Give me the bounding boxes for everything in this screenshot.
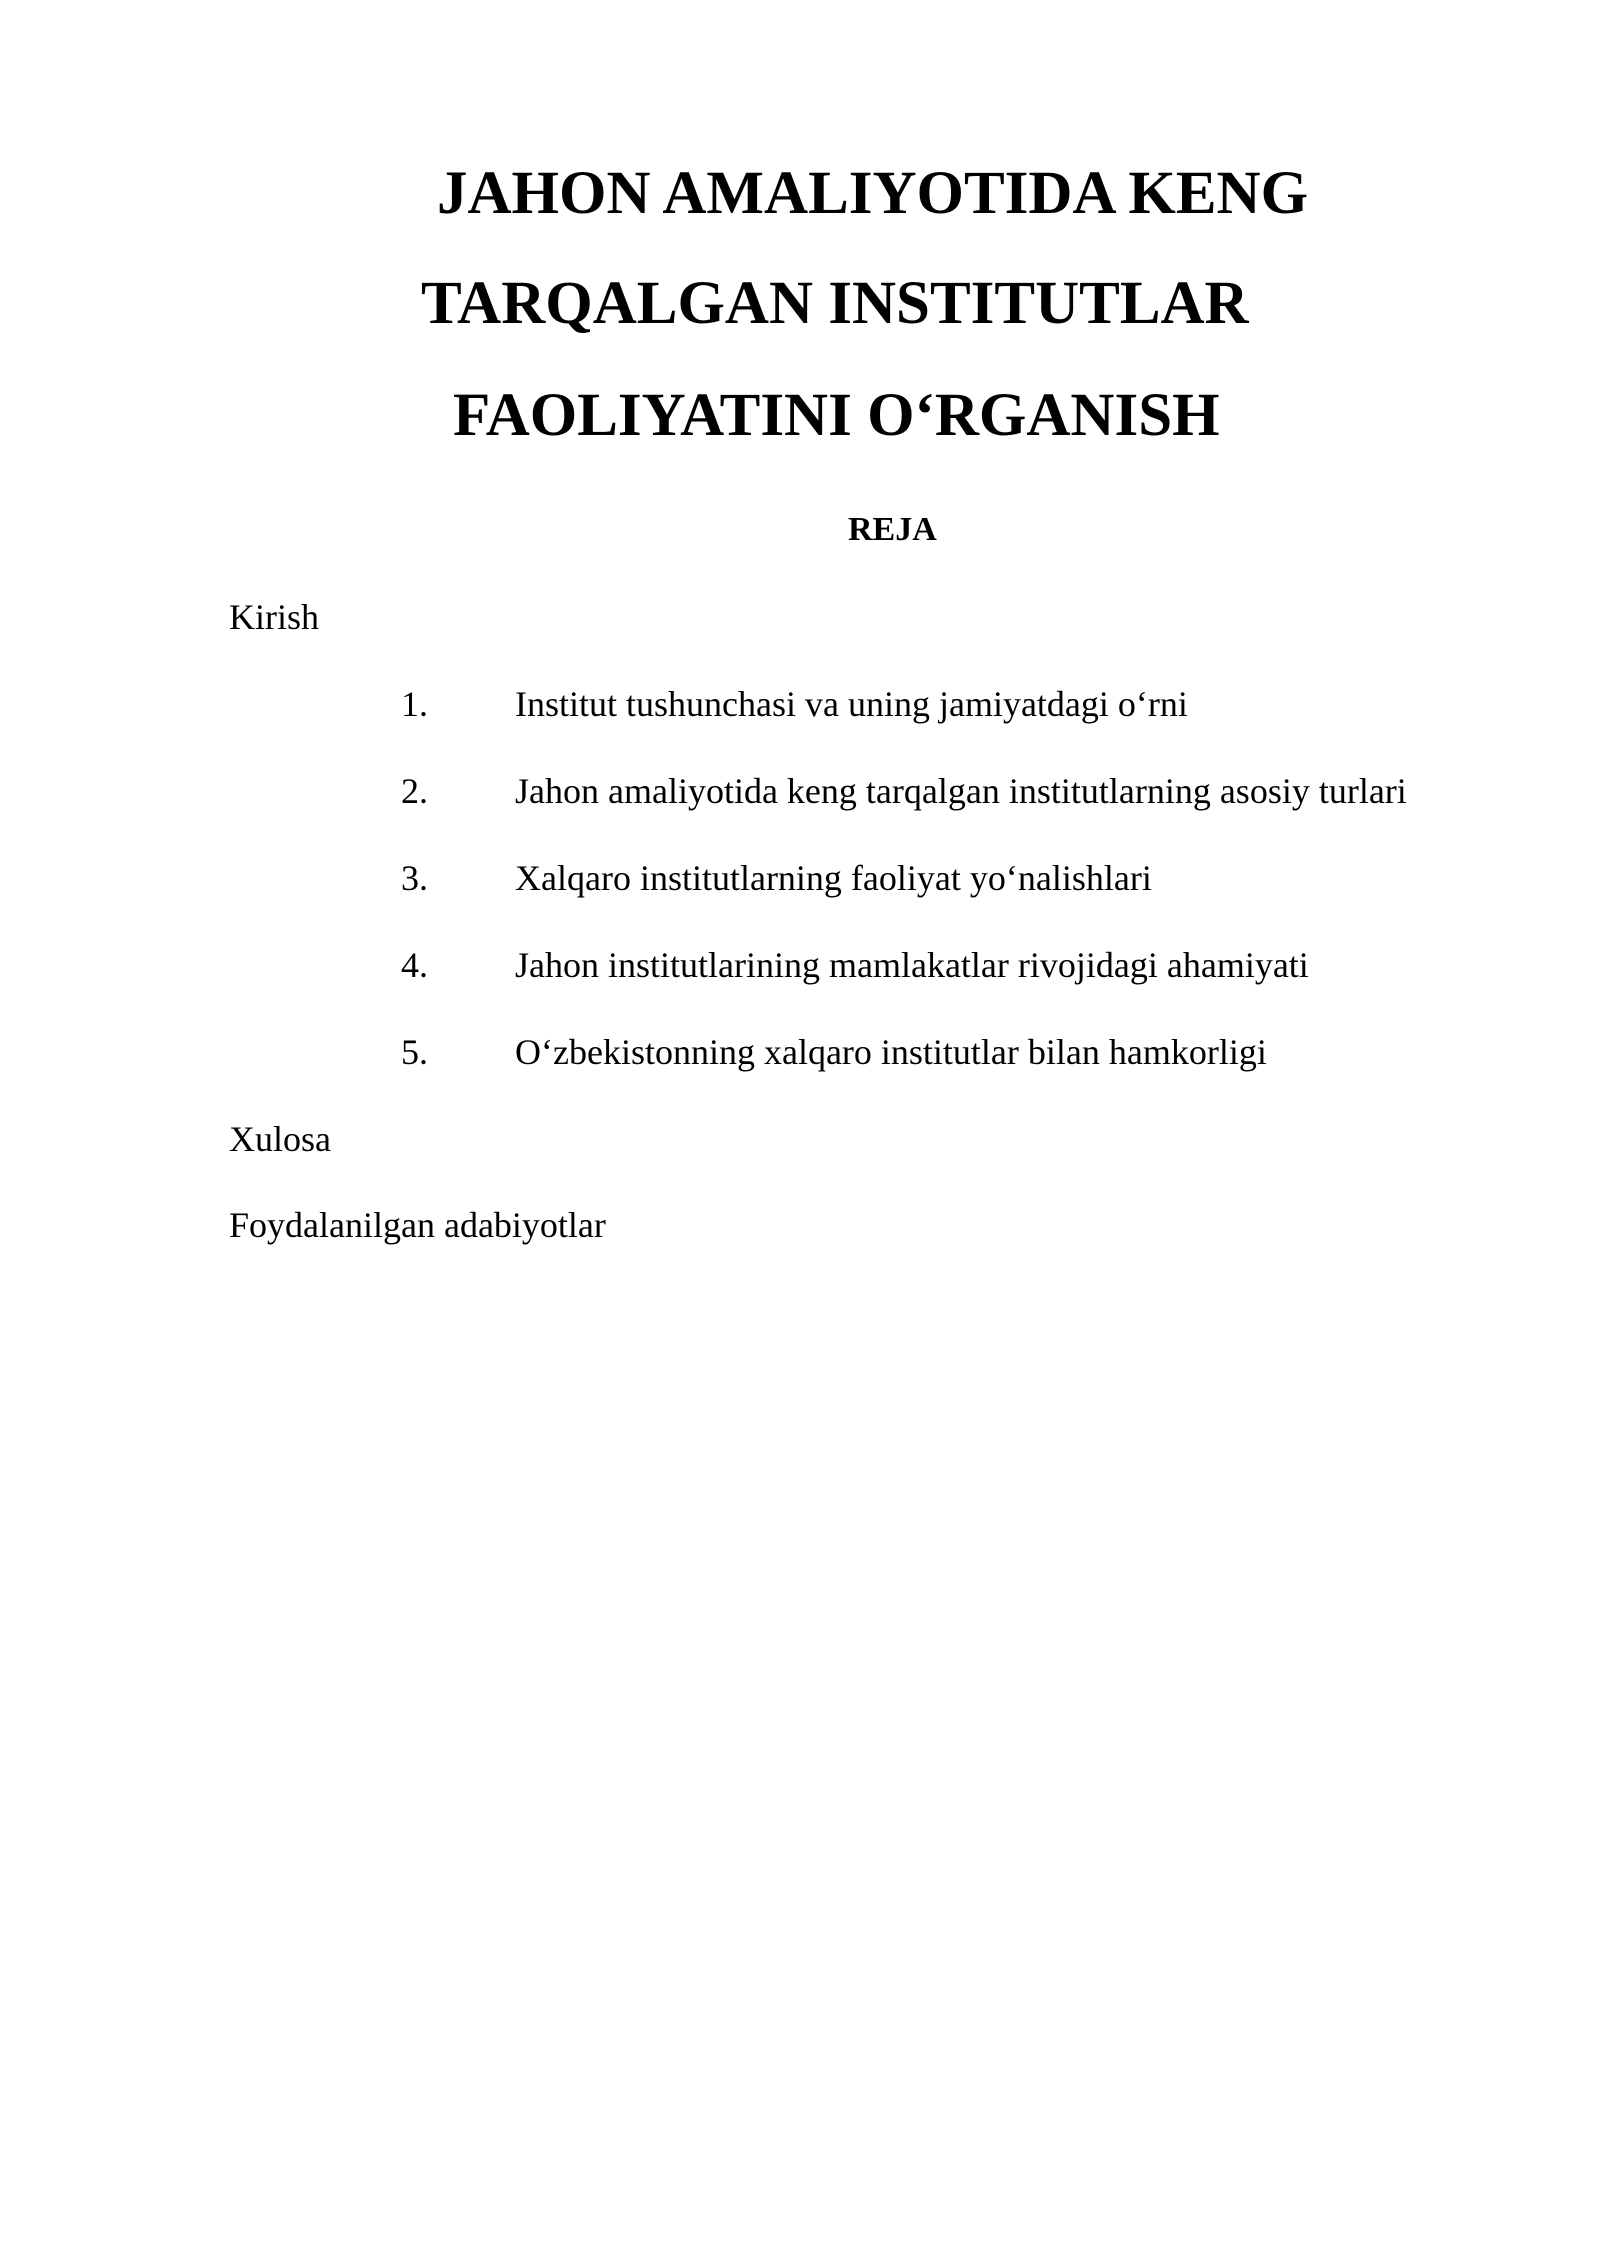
title-line-1: JAHON AMALIYOTIDA KENG — [437, 160, 1309, 227]
references-label: Foydalanilgan adabiyotlar — [229, 1205, 606, 1245]
plan-item-text: O‘zbekistonning xalqaro institutlar bilan hamkorligi — [515, 1032, 1267, 1072]
plan-item-text: Institut tushunchasi va uning jamiyatdagi o‘rni — [515, 684, 1188, 724]
plan-item-text: Jahon institutlarining mamlakatlar rivojidagi ahamiyati — [515, 945, 1309, 985]
plan-item-number: 5. — [401, 1032, 428, 1072]
intro-label: Kirish — [229, 597, 319, 637]
conclusion-label: Xulosa — [229, 1119, 331, 1159]
plan-heading: REJA — [848, 511, 937, 548]
plan-item-text: Jahon amaliyotida keng tarqalgan institutlarning asosiy turlari — [515, 771, 1407, 811]
title-line-2: TARQALGAN INSTITUTLAR — [421, 270, 1249, 337]
plan-item-number: 2. — [401, 771, 428, 811]
title-line-3: FAOLIYATINI O‘RGANISH — [453, 382, 1220, 449]
plan-item-text: Xalqaro institutlarning faoliyat yo‘nalishlari — [515, 858, 1152, 898]
plan-item-number: 1. — [401, 684, 428, 724]
plan-item-number: 4. — [401, 945, 428, 985]
plan-item-number: 3. — [401, 858, 428, 898]
